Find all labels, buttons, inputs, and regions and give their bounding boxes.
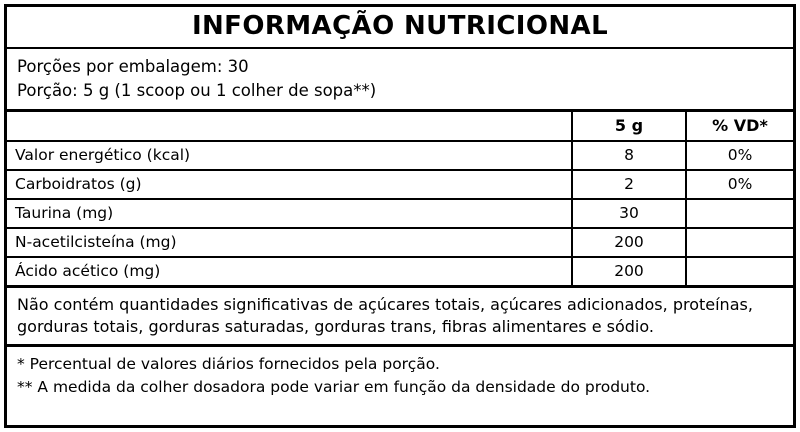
table-header <box>7 112 793 141</box>
column-header-nutrient <box>7 112 572 141</box>
note-line-1: Não contém quantidades significativas de açúcares totais, açúcares adicionados, proteínas, <box>17 295 753 315</box>
row-nutrient-name: Carboidratos (g) <box>7 170 572 199</box>
row-nutrient-name: N-acetilcisteína (mg) <box>7 228 572 257</box>
table-row <box>7 257 793 285</box>
insignificant-amounts-note <box>7 288 793 344</box>
nutrition-table-block <box>7 109 793 288</box>
row-amount: 200 <box>572 228 686 257</box>
row-daily-value <box>686 257 793 285</box>
row-daily-value <box>686 228 793 257</box>
row-nutrient-name: Ácido acético (mg) <box>7 257 572 285</box>
note-line-2: gorduras totais, gorduras saturadas, gorduras trans, fibras alimentares e sódio. <box>17 316 654 336</box>
servings-info <box>7 49 793 109</box>
column-header-daily-value: % VD* <box>686 112 793 141</box>
table-header-row <box>7 112 793 141</box>
nutrition-panel <box>4 4 796 428</box>
table-row <box>7 199 793 228</box>
column-header-amount: 5 g <box>572 112 686 141</box>
row-amount: 8 <box>572 141 686 170</box>
row-daily-value: 0% <box>686 141 793 170</box>
table-row <box>7 141 793 170</box>
footnote-daily-value: * Percentual de valores diários fornecidos pela porção. <box>17 355 440 374</box>
footnote-scoop: ** A medida da colher dosadora pode variar em função da densidade do produto. <box>17 377 651 396</box>
table-row <box>7 170 793 199</box>
row-amount: 200 <box>572 257 686 285</box>
servings-per-container: Porções por embalagem: 30 <box>17 57 249 77</box>
serving-size: Porção: 5 g (1 scoop ou 1 colher de sopa**) <box>17 81 377 101</box>
table-row <box>7 228 793 257</box>
nutrition-table <box>7 112 793 285</box>
table-body <box>7 141 793 285</box>
row-nutrient-name: Valor energético (kcal) <box>7 141 572 170</box>
row-nutrient-name: Taurina (mg) <box>7 199 572 228</box>
row-daily-value: 0% <box>686 170 793 199</box>
row-amount: 2 <box>572 170 686 199</box>
row-daily-value <box>686 199 793 228</box>
page-title: INFORMAÇÃO NUTRICIONAL <box>191 11 609 41</box>
row-amount: 30 <box>572 199 686 228</box>
footnotes <box>7 344 793 402</box>
